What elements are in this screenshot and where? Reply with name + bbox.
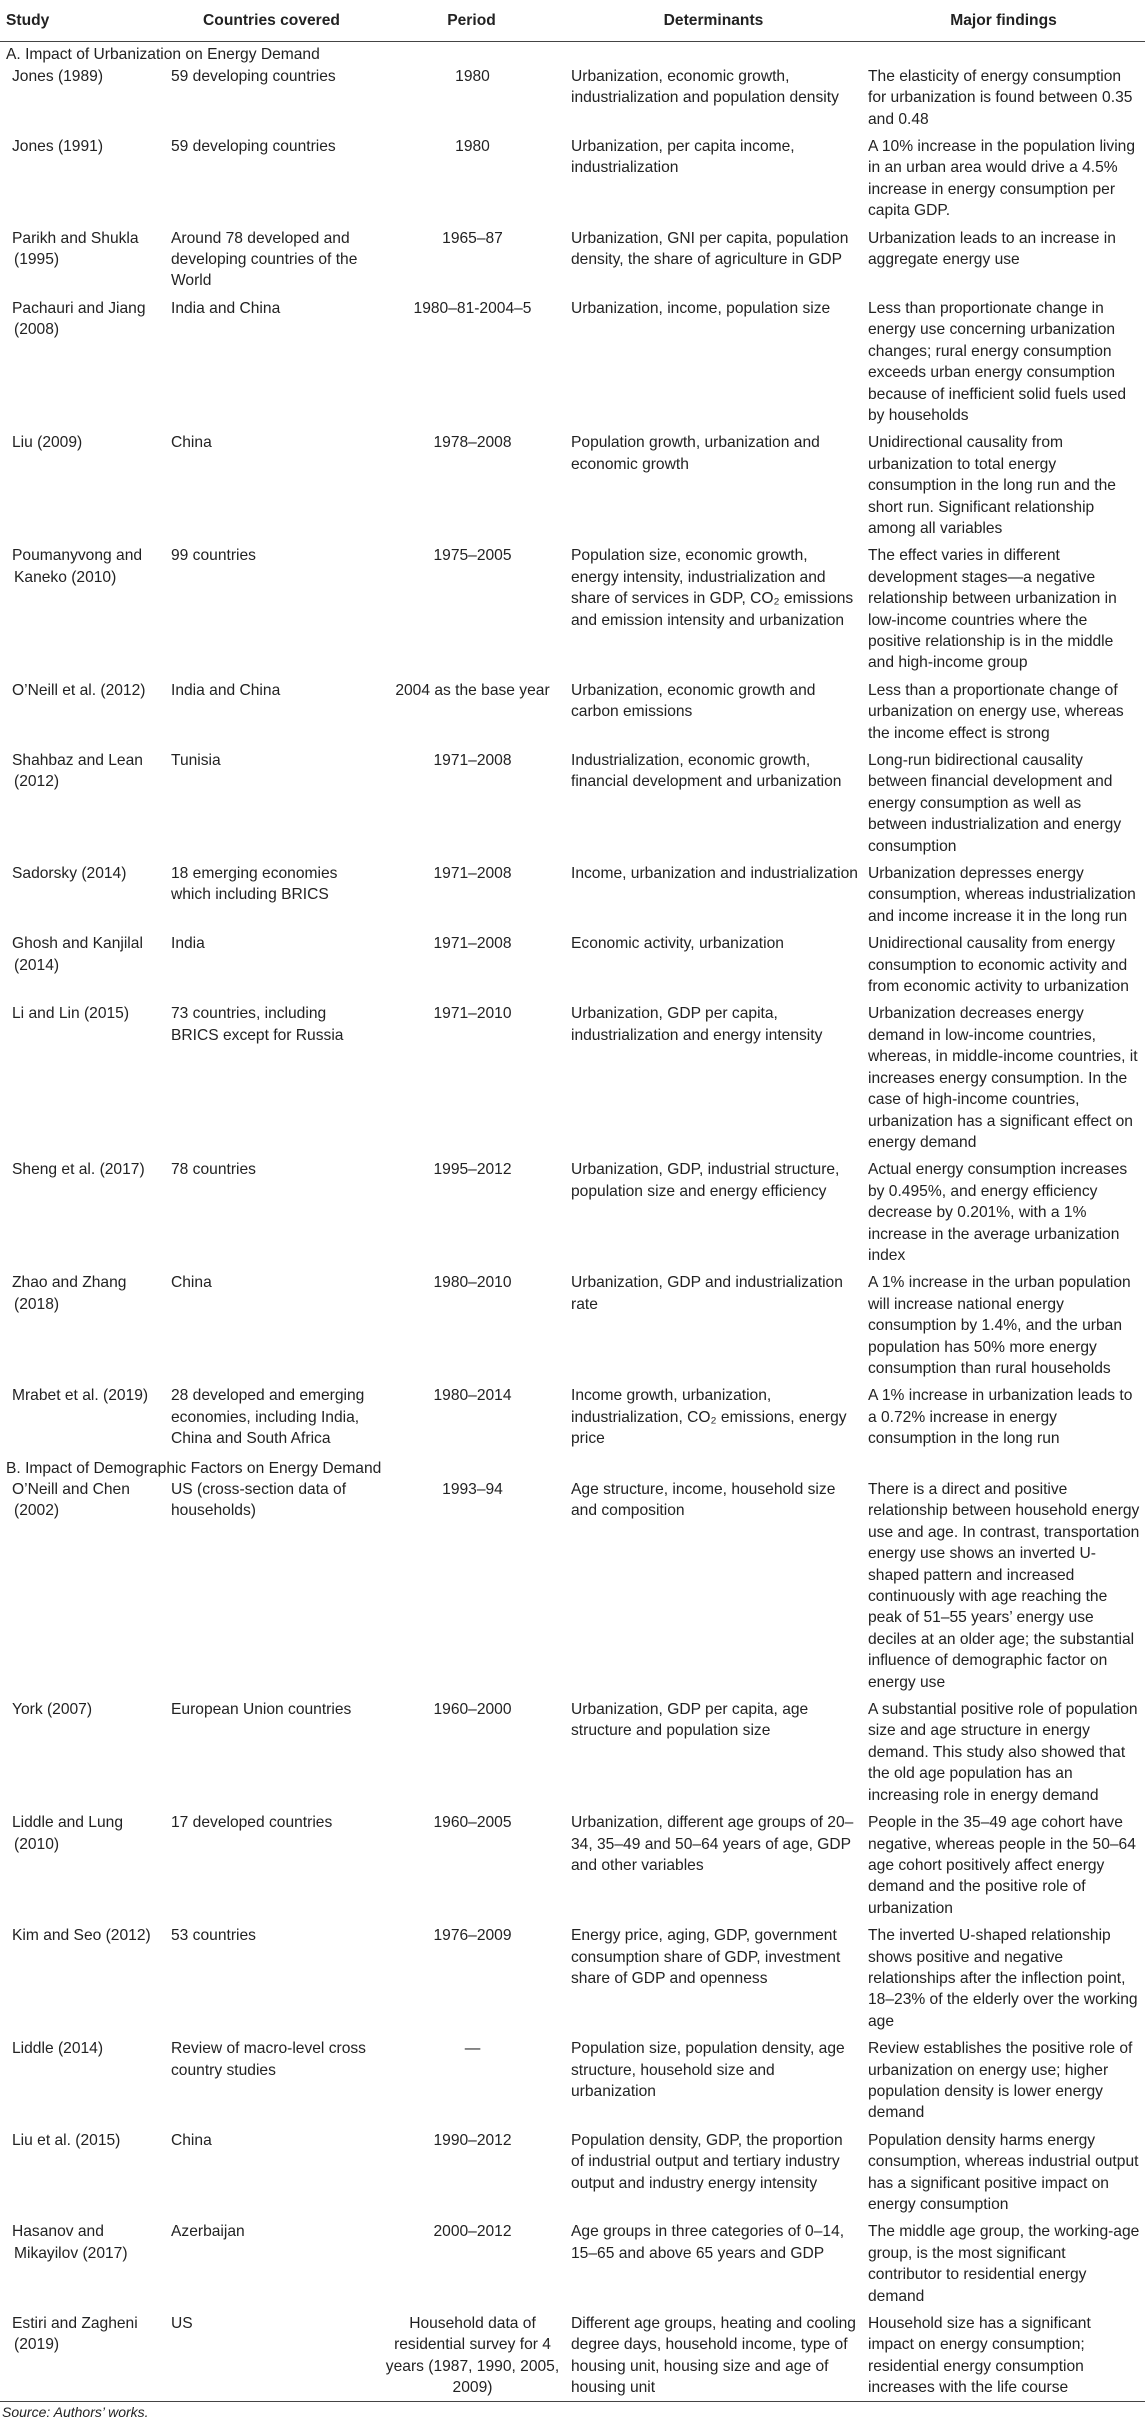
table-body <box>0 42 1145 2401</box>
countries-cell: 73 countries, including BRICS except for Russia <box>171 1005 344 1044</box>
findings-cell: Long-run bidirectional causality between financial development and energy consumption as well as between industrialization and energy consumption <box>868 752 1122 855</box>
determinants-cell: Urbanization, different age groups of 20–34, 35–49 and 50–64 years of age, GDP and other variables <box>571 1814 854 1874</box>
study-cell: Jones (1989) <box>12 67 104 85</box>
determinants-cell: Urbanization, GDP per capita, industrialization and energy intensity <box>571 1005 823 1044</box>
determinants-cell: Population growth, urbanization and economic growth <box>571 434 820 473</box>
determinants-cell: Income growth, urbanization, industrialization, CO₂ emissions, energy price <box>571 1387 847 1448</box>
countries-cell: 59 developing countries <box>171 138 336 156</box>
study-cell: Li and Lin (2015) <box>12 1005 130 1023</box>
countries-cell: US (cross-section data of households) <box>171 1481 347 1520</box>
table-row <box>0 2130 1145 2222</box>
table-row <box>0 1003 1145 1159</box>
determinants-cell: Industrialization, economic growth, financial development and urbanization <box>571 752 842 791</box>
findings-cell: Review establishes the positive role of urbanization on energy use; higher population density is lower energy demand <box>868 2040 1133 2122</box>
study-cell: Sheng et al. (2017) <box>12 1161 145 1179</box>
countries-cell: 28 developed and emerging economies, including India, China and South Africa <box>171 1387 365 1448</box>
period-cell: 1980 <box>455 67 490 85</box>
countries-cell: Around 78 developed and developing countries of the World <box>171 229 358 290</box>
period-cell: — <box>464 2040 481 2058</box>
determinants-cell: Urbanization, GDP and industrialization rate <box>571 1274 843 1313</box>
study-cell: York (2007) <box>12 1701 93 1719</box>
study-cell: Mrabet et al. (2019) <box>12 1387 149 1405</box>
period-cell: 1971–2010 <box>433 1005 512 1023</box>
findings-cell: The effect varies in different development stages—a negative relationship between urbanization in low-income countries where the positive relationship is in the middle and high-income group <box>868 547 1117 672</box>
study-cell: Hasanov and Mikayilov (2017) <box>12 2223 128 2262</box>
findings-cell: There is a direct and positive relationship between household energy use and age. In contrast, transportation energy use shows an inverted U-shaped pattern and increased continuously with age reaching the peak of 51–55 years’ energy use deciles at an older age; the substantial influence of demographic factor on energy use <box>868 1481 1140 1691</box>
table-row <box>0 66 1145 136</box>
findings-cell: The elasticity of energy consumption for urbanization is found between 0.35 and 0.48 <box>868 67 1133 128</box>
table-row <box>0 1272 1145 1385</box>
period-cell: 1976–2009 <box>433 1927 512 1945</box>
header-row <box>0 6 1145 42</box>
period-cell: 1993–94 <box>442 1481 503 1498</box>
findings-cell: Urbanization decreases energy demand in low-income countries, whereas, in middle-income countries, it increases energy consumption. In the case of high-income countries, urbanization has a significant effect on energy demand <box>868 1005 1138 1151</box>
findings-cell: Actual energy consumption increases by 0.495%, and energy efficiency decrease by 0.201%, with a 1% increase in the average urbanization index <box>868 1161 1128 1264</box>
period-cell: 1980 <box>455 138 490 156</box>
source-note: Source: Authors’ works. <box>2 2403 149 2420</box>
determinants-cell: Urbanization, economic growth and carbon emissions <box>571 681 816 721</box>
study-cell: Liu (2009) <box>12 434 83 452</box>
study-cell: Liddle and Lung (2010) <box>12 1814 123 1853</box>
table-row <box>0 136 1145 228</box>
study-cell: Liddle (2014) <box>12 2040 104 2058</box>
table-row <box>0 1479 1145 1699</box>
study-cell: Poumanyvong and Kaneko (2010) <box>12 547 143 586</box>
findings-cell: Less than proportionate change in energy use concerning urbanization changes; rural energy consumption exceeds urban energy consumption because of inefficient solid fuels used by households <box>868 299 1127 424</box>
determinants-cell: Population density, GDP, the proportion of industrial output and tertiary industry output and industry energy intensity <box>571 2131 843 2192</box>
period-cell: 1971–2008 <box>433 935 512 953</box>
findings-cell: The inverted U-shaped relationship shows positive and negative relationships after the inflection point, 18–23% of the elderly over the working age <box>868 1927 1138 2030</box>
determinants-cell: Population size, economic growth, energy intensity, industrialization and share of services in GDP, CO₂ emissions and emission intensity and urbanization <box>571 547 854 629</box>
countries-cell: China <box>171 434 212 452</box>
determinants-cell: Urbanization, economic growth, industrialization and population density <box>571 67 839 107</box>
findings-cell: Unidirectional causality from energy consumption to economic activity and from economic activity to urbanization <box>868 935 1129 996</box>
study-cell: Parikh and Shukla (1995) <box>12 229 139 269</box>
study-cell: Ghosh and Kanjilal (2014) <box>12 935 143 974</box>
table-row <box>0 1159 1145 1272</box>
period-cell: 1980–2010 <box>433 1274 512 1292</box>
table-row <box>0 228 1145 298</box>
countries-cell: Tunisia <box>171 752 221 769</box>
period-cell: 1975–2005 <box>433 547 512 565</box>
determinants-cell: Population size, population density, age structure, household size and urbanization <box>571 2040 845 2100</box>
table-row <box>0 1812 1145 1925</box>
study-cell: Estiri and Zagheni (2019) <box>0 2313 165 2401</box>
countries-cell: India and China <box>171 681 281 699</box>
determinants-cell: Age groups in three categories of 0–14, 15–65 and above 65 years and GDP <box>571 2223 845 2262</box>
determinants-cell: Income, urbanization and industrialization <box>571 865 858 883</box>
determinants-cell: Urbanization, GDP, industrial structure, population size and energy efficiency <box>571 1161 840 1200</box>
study-cell: Pachauri and Jiang (2008) <box>12 299 146 339</box>
table-row <box>0 1699 1145 1812</box>
table-row <box>0 2038 1145 2130</box>
study-cell: Shahbaz and Lean (2012) <box>12 752 143 791</box>
findings-cell: The middle age group, the working-age group, is the most significant contributor to residential energy demand <box>868 2223 1140 2305</box>
determinants-cell: Urbanization, per capita income, industrialization <box>571 138 795 177</box>
countries-cell: India and China <box>171 299 281 317</box>
countries-cell: China <box>171 2131 212 2149</box>
table-row <box>0 863 1145 933</box>
determinants-cell: Different age groups, heating and cooling degree days, household income, type of housing unit, housing size and age of housing unit <box>565 2313 862 2401</box>
period-cell: 1971–2008 <box>433 752 512 769</box>
determinants-cell: Urbanization, income, population size <box>571 299 831 317</box>
determinants-cell: Age structure, income, household size and composition <box>571 1481 836 1520</box>
table-row <box>0 298 1145 432</box>
study-cell: Jones (1991) <box>12 138 104 156</box>
period-cell: 1965–87 <box>442 229 503 247</box>
literature-review-table <box>0 6 1145 2402</box>
table-row <box>0 1385 1145 1455</box>
table-row <box>0 933 1145 1003</box>
header-countries: Countries covered <box>165 6 378 42</box>
findings-cell: Population density harms energy consumption, whereas industrial output has a significant positive impact on energy consumption <box>868 2131 1139 2213</box>
findings-cell: Unidirectional causality from urbanization to total energy consumption in the long run and the short run. Significant relationship among all variables <box>868 434 1116 537</box>
period-cell: 2000–2012 <box>433 2223 512 2241</box>
countries-cell: 78 countries <box>171 1161 256 1179</box>
determinants-cell: Economic activity, urbanization <box>571 935 784 953</box>
findings-cell: A 10% increase in the population living in an urban area would drive a 4.5% increase in energy consumption per capita GDP. <box>868 138 1136 220</box>
period-cell: 1971–2008 <box>433 865 512 883</box>
period-cell: 1980–81-2004–5 <box>413 299 532 317</box>
period-cell: 1978–2008 <box>433 434 512 452</box>
section-title: B. Impact of Demographic Factors on Energy Demand <box>6 1459 382 1477</box>
period-cell: 1960–2000 <box>433 1701 512 1719</box>
countries-cell: European Union countries <box>171 1701 352 1719</box>
period-cell: 1995–2012 <box>433 1161 512 1179</box>
table-row <box>0 2313 1145 2401</box>
determinants-cell: Urbanization, GNI per capita, population density, the share of agriculture in GDP <box>571 229 849 269</box>
header-study: Study <box>0 6 165 42</box>
header-findings: Major findings <box>862 6 1145 42</box>
section-title: A. Impact of Urbanization on Energy Demand <box>6 46 320 64</box>
study-cell: Kim and Seo (2012) <box>12 1927 151 1945</box>
section-header-row <box>0 1456 1145 1479</box>
countries-cell: India <box>171 935 205 953</box>
countries-cell: China <box>171 1274 212 1292</box>
study-cell: O’Neill et al. (2012) <box>12 681 146 699</box>
findings-cell: A 1% increase in the urban population will increase national energy consumption by 1.4%, and the urban population has 50% more energy consumption than rural households <box>868 1274 1131 1377</box>
determinants-cell: Energy price, aging, GDP, government consumption share of GDP, investment share of GDP and openness <box>571 1927 841 1987</box>
study-cell: Sadorsky (2014) <box>12 865 127 883</box>
table-row <box>0 1925 1145 2038</box>
findings-cell: Household size has a significant impact on energy consumption; residential energy consumption increases with the life course <box>862 2313 1145 2401</box>
period-cell: 2004 as the base year <box>395 681 550 699</box>
findings-cell: A substantial positive role of population size and age structure in energy demand. This study also showed that the old age population has an increasing role in energy demand <box>868 1701 1138 1804</box>
findings-cell: A 1% increase in urbanization leads to a 0.72% increase in energy consumption in the long run <box>868 1387 1133 1448</box>
findings-cell: Urbanization leads to an increase in aggregate energy use <box>868 229 1116 269</box>
countries-cell: 53 countries <box>171 1927 256 1945</box>
countries-cell: Azerbaijan <box>171 2223 245 2241</box>
period-cell: Household data of residential survey for 4 years (1987, 1990, 2005, 2009) <box>378 2313 565 2401</box>
countries-cell: US <box>165 2313 378 2401</box>
study-cell: O’Neill and Chen (2002) <box>12 1481 130 1520</box>
table-row <box>0 432 1145 545</box>
table-row <box>0 545 1145 679</box>
table-row <box>0 750 1145 863</box>
period-cell: 1980–2014 <box>433 1387 512 1405</box>
section-header-row <box>0 42 1145 66</box>
table-row <box>0 680 1145 750</box>
countries-cell: 59 developing countries <box>171 67 336 85</box>
countries-cell: 17 developed countries <box>171 1814 333 1832</box>
study-cell: Liu et al. (2015) <box>12 2131 121 2149</box>
countries-cell: 99 countries <box>171 547 256 565</box>
study-cell: Zhao and Zhang (2018) <box>12 1274 127 1313</box>
determinants-cell: Urbanization, GDP per capita, age structure and population size <box>571 1701 809 1740</box>
findings-cell: People in the 35–49 age cohort have negative, whereas people in the 50–64 age cohort positively affect energy demand and the positive role of urbanization <box>868 1814 1136 1917</box>
countries-cell: Review of macro-level cross country studies <box>171 2040 366 2079</box>
findings-cell: Less than a proportionate change of urbanization on energy use, whereas the income effect is strong <box>868 681 1124 742</box>
period-cell: 1990–2012 <box>433 2131 512 2149</box>
countries-cell: 18 emerging economies which including BRICS <box>171 865 338 904</box>
header-determinants: Determinants <box>565 6 862 42</box>
header-period: Period <box>378 6 565 42</box>
table-row <box>0 2221 1145 2313</box>
findings-cell: Urbanization depresses energy consumption, whereas industrialization and income increase it in the long run <box>868 865 1136 925</box>
period-cell: 1960–2005 <box>433 1814 512 1832</box>
